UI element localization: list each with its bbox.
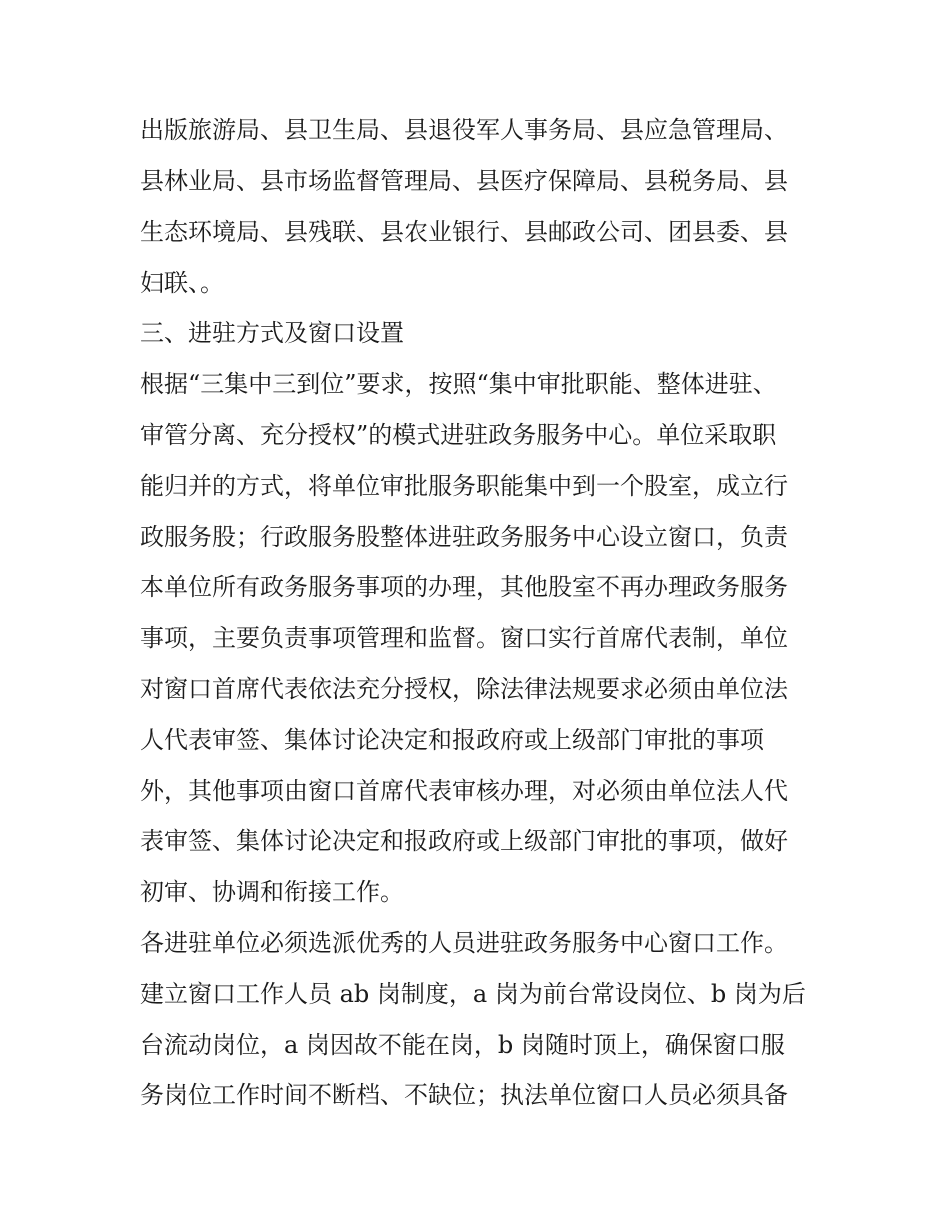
text-line: 建立窗口工作人员 ab 岗制度，a 岗为前台常设岗位、b 岗为后 (140, 980, 806, 1008)
text-line: 生态环境局、县残联、县农业银行、县邮政公司、团县委、县 (140, 218, 788, 246)
text-line: 台流动岗位，a 岗因故不能在岗，b 岗随时顶上，确保窗口服 (140, 1031, 785, 1059)
text-line: 初审、协调和衔接工作。 (140, 878, 404, 906)
text-line: 务岗位工作时间不断档、不缺位；执法单位窗口人员必须具备 (140, 1081, 788, 1109)
text-line: 事项，主要负责事项管理和监督。窗口实行首席代表制，单位 (140, 624, 788, 652)
text-line: 人代表审签、集体讨论决定和报政府或上级部门审批的事项 (140, 726, 764, 754)
text-line: 妇联、。 (140, 269, 224, 297)
text-line: 出版旅游局、县卫生局、县退役军人事务局、县应急管理局、 (140, 116, 788, 144)
section-heading: 三、进驻方式及窗口设置 (140, 319, 404, 347)
text-line: 外，其他事项由窗口首席代表审核办理，对必须由单位法人代 (140, 777, 788, 805)
text-line: 表审签、集体讨论决定和报政府或上级部门审批的事项，做好 (140, 827, 788, 855)
text-line: 本单位所有政务服务事项的办理，其他股室不再办理政务服务 (140, 573, 788, 601)
text-line: 审管分离、充分授权”的模式进驻政务服务中心。单位采取职 (140, 421, 777, 449)
text-line: 能归并的方式，将单位审批服务职能集中到一个股室，成立行 (140, 472, 788, 500)
text-line: 根据“三集中三到位”要求，按照“集中审批职能、整体进驻、 (140, 370, 777, 398)
text-line: 各进驻单位必须选派优秀的人员进驻政务服务中心窗口工作。 (140, 929, 788, 957)
text-line: 政服务股；行政服务股整体进驻政务服务中心设立窗口，负责 (140, 523, 788, 551)
text-line: 对窗口首席代表依法充分授权，除法律法规要求必须由单位法 (140, 675, 788, 703)
text-line: 县林业局、县市场监督管理局、县医疗保障局、县税务局、县 (140, 167, 788, 195)
